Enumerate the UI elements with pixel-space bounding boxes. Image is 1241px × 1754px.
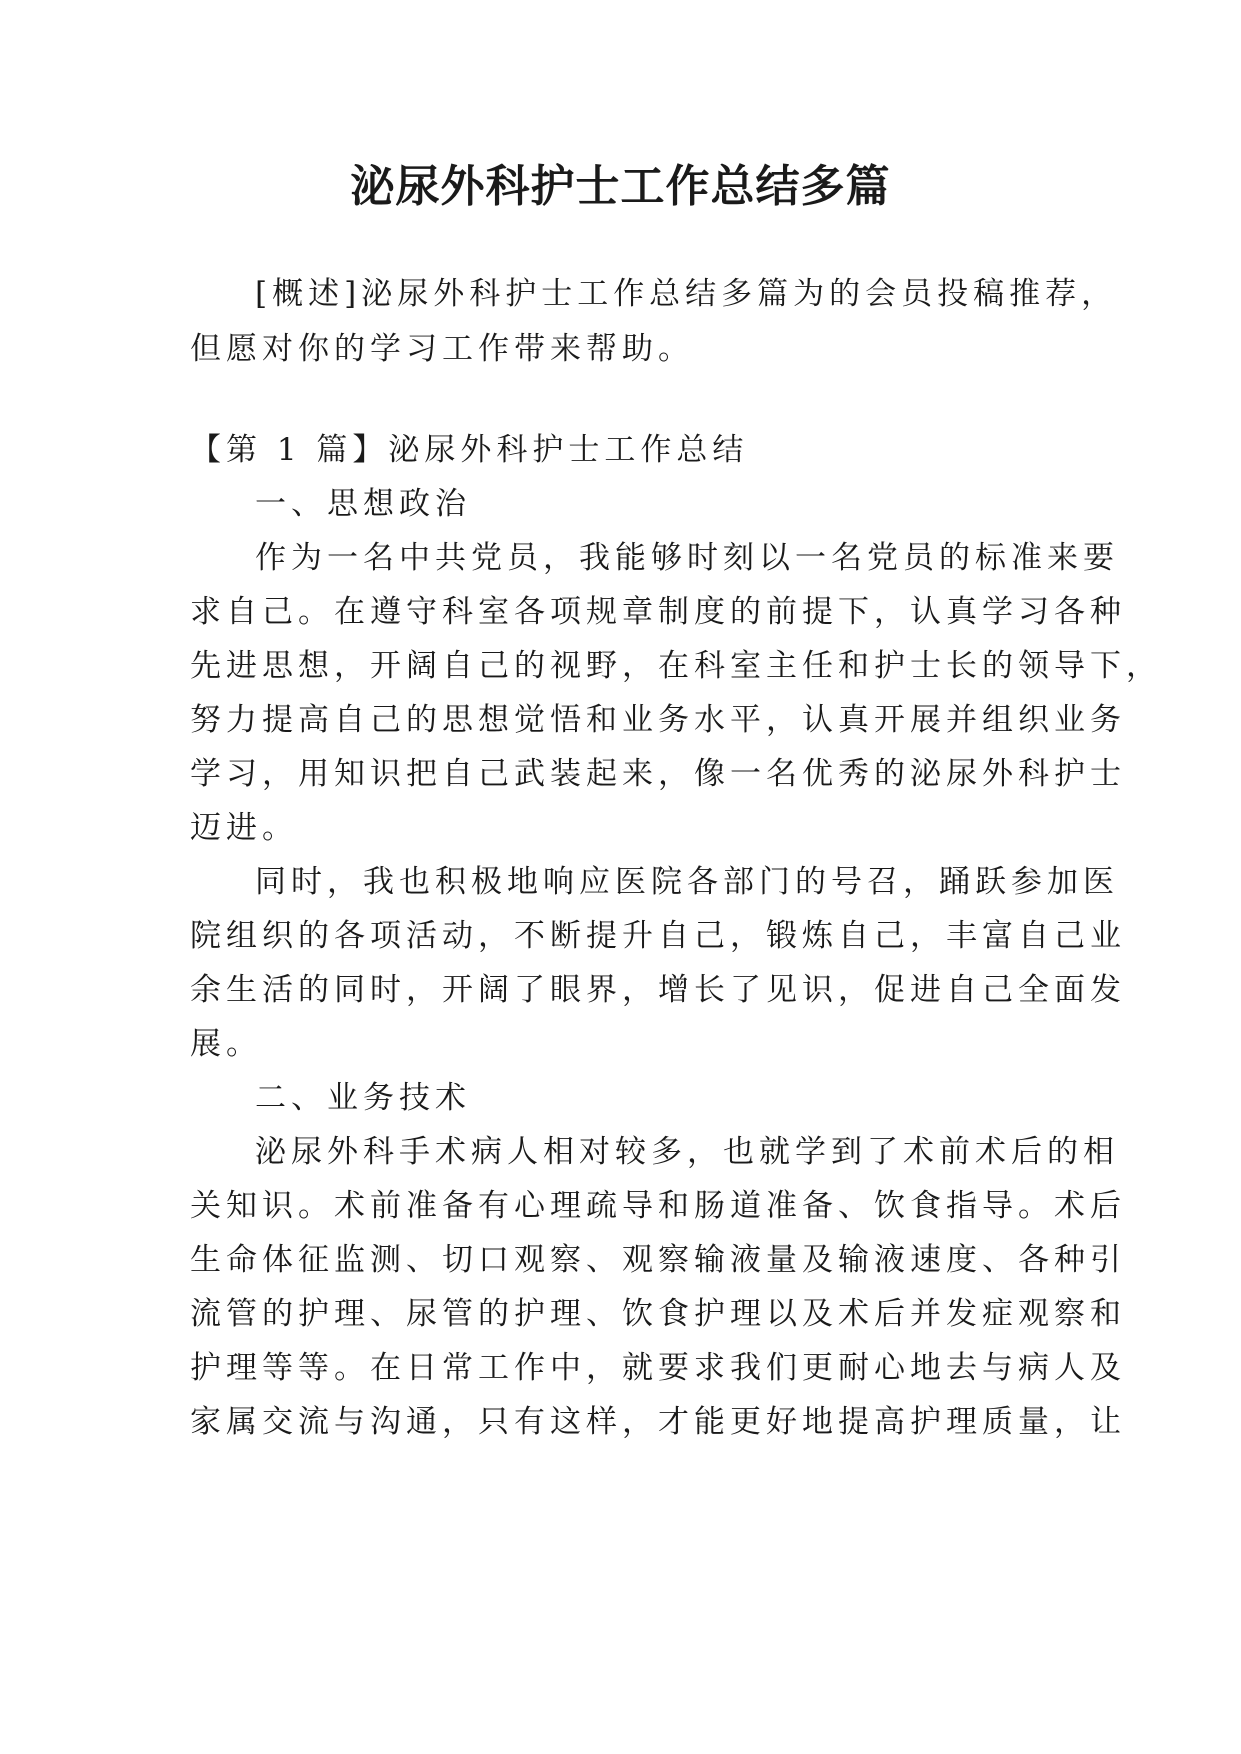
paragraph-1-line-6: 迈进。 — [190, 810, 298, 846]
paragraph-1-line-1: 作为一名中共党员，我能够时刻以一名党员的标准来要 — [255, 540, 1119, 576]
paragraph-2-line-1: 同时，我也积极地响应医院各部门的号召，踊跃参加医 — [255, 864, 1119, 900]
paragraph-2-line-3: 余生活的同时，开阔了眼界，增长了见识，促进自己全面发 — [190, 972, 1126, 1008]
heading-skills: 二、业务技术 — [255, 1080, 471, 1116]
paragraph-2-line-4: 展。 — [190, 1026, 262, 1062]
paragraph-3-line-5: 护理等等。在日常工作中，就要求我们更耐心地去与病人及 — [190, 1350, 1126, 1386]
paragraph-3-line-6: 家属交流与沟通，只有这样，才能更好地提高护理质量，让 — [190, 1404, 1126, 1440]
paragraph-3-line-3: 生命体征监测、切口观察、观察输液量及输液速度、各种引 — [190, 1242, 1126, 1278]
intro-line-2: 但愿对你的学习工作带来帮助。 — [190, 331, 694, 367]
paragraph-2-line-2: 院组织的各项活动，不断提升自己，锻炼自己，丰富自己业 — [190, 918, 1126, 954]
paragraph-1-line-2: 求自己。在遵守科室各项规章制度的前提下，认真学习各种 — [190, 594, 1126, 630]
paragraph-3-line-1: 泌尿外科手术病人相对较多，也就学到了术前术后的相 — [255, 1134, 1119, 1170]
section-heading: 【第 1 篇】泌尿外科护士工作总结 — [190, 432, 749, 468]
paragraph-1-line-3: 先进思想，开阔自己的视野，在科室主任和护士长的领导下， — [190, 648, 1162, 684]
paragraph-1-line-5: 学习，用知识把自己武装起来，像一名优秀的泌尿外科护士 — [190, 756, 1126, 792]
paragraph-3-line-4: 流管的护理、尿管的护理、饮食护理以及术后并发症观察和 — [190, 1296, 1126, 1332]
paragraph-1-line-4: 努力提高自己的思想觉悟和业务水平，认真开展并组织业务 — [190, 702, 1126, 738]
document-title: 泌尿外科护士工作总结多篇 — [350, 161, 891, 212]
intro-line-1: [概述]泌尿外科护士工作总结多篇为的会员投稿推荐， — [255, 276, 1118, 312]
heading-politics: 一、思想政治 — [255, 486, 471, 522]
paragraph-3-line-2: 关知识。术前准备有心理疏导和肠道准备、饮食指导。术后 — [190, 1188, 1126, 1224]
